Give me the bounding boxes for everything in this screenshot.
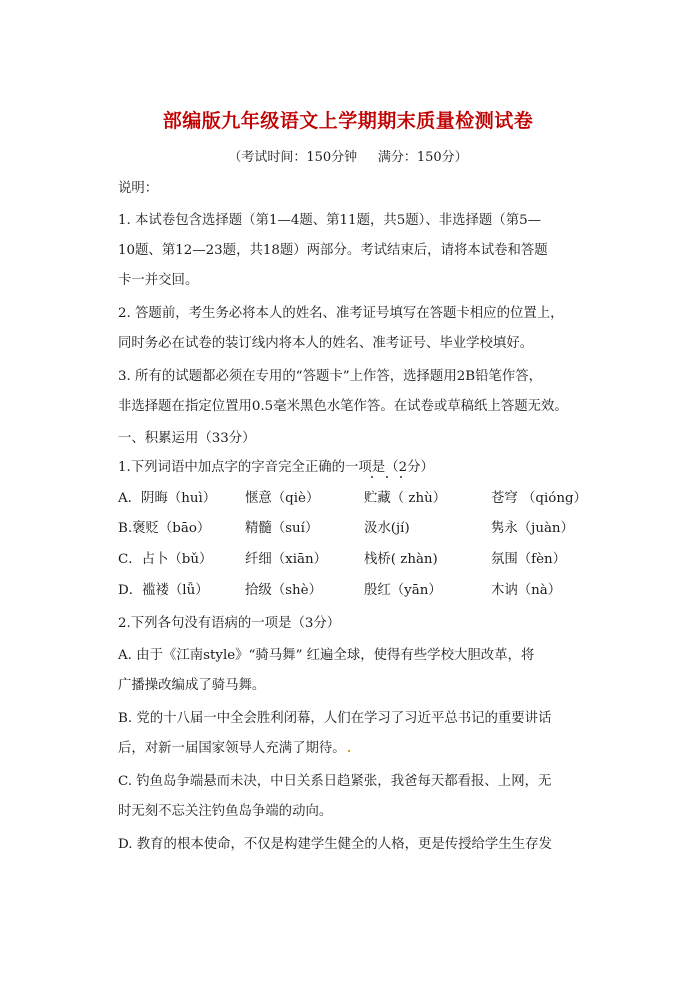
option-item: 贮藏（ zhù） bbox=[364, 491, 447, 506]
option-item: B.褒贬（bāo） bbox=[118, 521, 211, 536]
option-item: 汲水(jí) bbox=[364, 521, 410, 536]
question-2-line bbox=[118, 740, 350, 758]
exam-title: 部编版九年级语文上学期期末质量检测试卷 bbox=[162, 110, 534, 132]
instruction-line: 卡一并交回。 bbox=[118, 273, 199, 288]
question-2-line: 广播操改编成了骑马舞。 bbox=[118, 678, 266, 693]
intro-label: 说明： bbox=[118, 181, 159, 196]
question-1-option-b bbox=[118, 520, 588, 538]
option-item: C．占卜（bǔ） bbox=[118, 552, 213, 567]
instruction-line: 同时务必在试卷的装订线内将本人的姓名、准考证号、毕业学校填好。 bbox=[118, 336, 534, 351]
exam-subtitle: （考试时间：150分钟 满分：150分） bbox=[228, 150, 468, 165]
question-2-stem: 2.下列各句没有语病的一项是（3分） bbox=[118, 616, 341, 631]
question-2-line: 时无刻不忘关注钓鱼岛争端的动向。 bbox=[118, 804, 333, 819]
question-1-option-c bbox=[118, 551, 588, 569]
question-1-stem: 1.下列词语中加点字的字音完全正确的一项是（2分） bbox=[118, 460, 434, 475]
option-item: 木讷（nà） bbox=[491, 583, 562, 598]
question-2-line: A. 由于《江南style》“骑马舞” 红遍全球，使得有些学校大胆改革，将 bbox=[118, 648, 535, 663]
stray-mark bbox=[348, 750, 350, 752]
option-item: 苍穹 （qióng） bbox=[491, 491, 587, 506]
option-item: D．褴褛（lǚ） bbox=[118, 583, 209, 598]
question-2-line: B. 党的十八届一中全会胜利闭幕，人们在学习了习近平总书记的重要讲话 bbox=[118, 711, 552, 726]
question-2-line: C. 钓鱼岛争端悬而未决，中日关系日趋紧张，我爸每天都看报、上网，无 bbox=[118, 774, 552, 789]
option-item: 隽永（juàn） bbox=[491, 521, 574, 536]
option-item: 栈桥( zhàn) bbox=[364, 552, 438, 567]
option-item: 拾级（shè） bbox=[245, 583, 322, 598]
instruction-line: 1. 本试卷包含选择题（第1—4题、第11题，共5题）、非选择题（第5— bbox=[118, 213, 541, 228]
option-item: 惬意（qiè） bbox=[245, 491, 320, 506]
emphasis-dots bbox=[118, 476, 418, 482]
instruction-line: 非选择题在指定位置用0.5毫米黑色水笔作答。在试卷或草稿纸上答题无效。 bbox=[118, 399, 568, 414]
instruction-line: 3. 所有的试题都必须在专用的“答题卡”上作答，选择题用2B铅笔作答， bbox=[118, 369, 543, 384]
question-1-option-d bbox=[118, 582, 588, 600]
option-item: 氛围（fèn） bbox=[491, 552, 567, 567]
question-1-option-a bbox=[118, 490, 588, 508]
instruction-line: 2. 答题前，考生务必将本人的姓名、准考证号填写在答题卡相应的位置上， bbox=[118, 306, 564, 321]
option-item: 纤细（xiān） bbox=[245, 552, 328, 567]
option-item: 精髓（suí） bbox=[245, 521, 319, 536]
question-2-line-text: 后，对新一届国家领导人充满了期待。 bbox=[118, 741, 346, 756]
section-heading: 一、积累运用（33分） bbox=[118, 431, 256, 446]
question-2-line: D. 教育的根本使命，不仅是构建学生健全的人格，更是传授给学生生存发 bbox=[118, 837, 552, 852]
option-item: A．阴晦（huì） bbox=[118, 491, 217, 506]
option-item: 殷红（yān） bbox=[364, 583, 442, 598]
instruction-line: 10题、第12—23题，共18题）两部分。考试结束后，请将本试卷和答题 bbox=[118, 243, 548, 258]
